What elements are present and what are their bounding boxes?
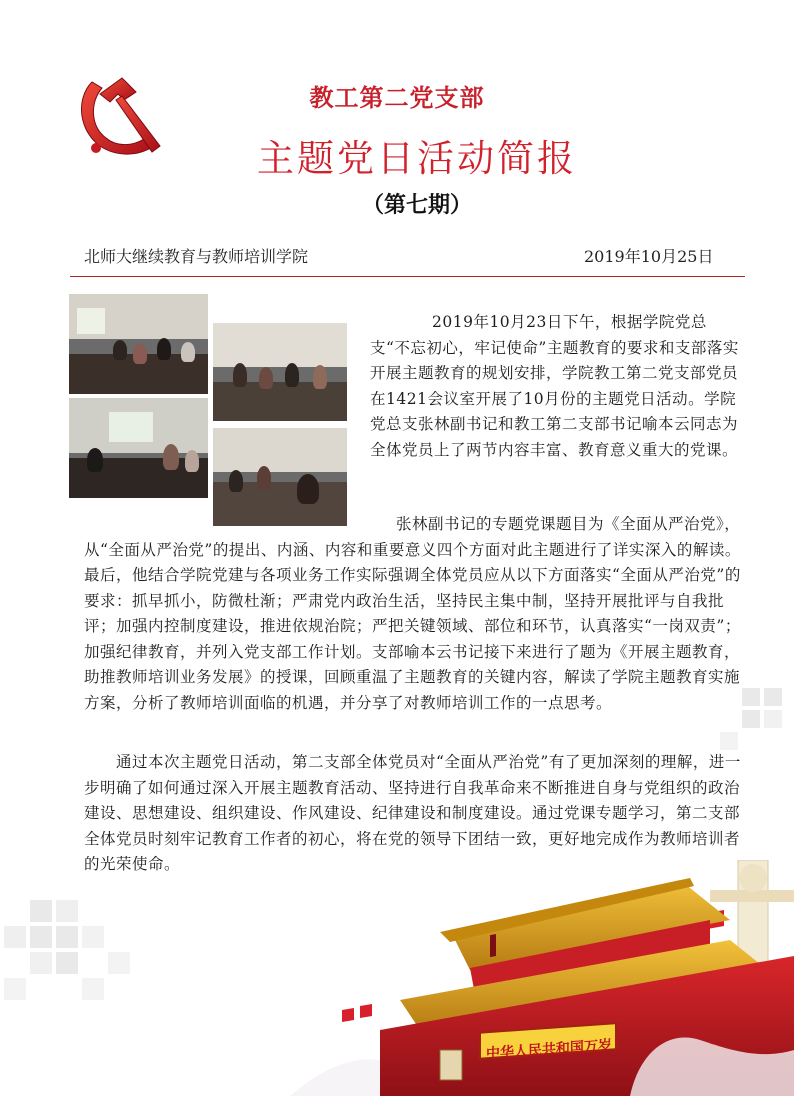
decor-square	[720, 732, 738, 750]
decor-square	[30, 900, 52, 922]
decor-square	[30, 926, 52, 948]
body-paragraph-2: 张林副书记的专题党课题目为《全面从严治党》，从“全面从严治党”的提出、内涵、内容和重要意义四个方面对此主题进行了详实深入的解读。最后，他结合学院党建与各项业务工作实际强调全体党员应从以下方面落实“全面从严治党”的要求：抓早抓小，防微杜渐；严肃党内政治生活，坚持民主集中制，坚持开展批评与自我批评；加强内控制度建设，推进依规治院；严把关键领域、部位和环节，认真落实“一岗双责”；加强纪律教育，并列入党支部工作计划。支部喻本云书记接下来进行了题为《开展主题教育，助推教师培训业务发展》的授课，回顾重温了主题教育的关键内容，解读了学院主题教育实施方案，分析了教师培训面临的机遇，并分享了对教师培训工作的一点思考。	[84, 515, 741, 712]
decor-square	[82, 926, 104, 948]
header-divider	[70, 276, 745, 277]
tiananmen-gate-illustration	[290, 860, 794, 1096]
decor-square	[764, 710, 782, 728]
branch-name: 教工第二党支部	[309, 83, 485, 112]
meeting-photo-2	[213, 323, 347, 421]
issue-number: （第七期）	[361, 192, 472, 218]
decor-square	[82, 978, 104, 1000]
decor-square	[4, 978, 26, 1000]
organization-name: 北师大继续教育与教师培训学院	[84, 247, 309, 266]
decor-square	[56, 926, 78, 948]
body-paragraph-1: 2019年10月23日下午，根据学院党总支“不忘初心，牢记使命”主题教育的要求和支部落实开展主题教育的规划安排，学院教工第二党支部党员在1421会议室开展了10月份的主题党日活动。学院党总支张林副书记和教工第二支部书记喻本云同志为全体党员上了两节内容丰富、教育意义重大的党课。	[370, 313, 739, 459]
gate-sign-text: 中华人民共和国万岁	[486, 1037, 612, 1063]
decor-square	[30, 952, 52, 974]
body-paragraph-3: 通过本次主题党日活动，第二支部全体党员对“全面从严治党”有了更加深刻的理解，进一步明确了如何通过深入开展主题教育活动、坚持进行自我革命来不断推进自身与党组织的政治建设、思想建设、组织建设、作风建设、纪律建设和制度建设。通过党课专题学习，第二支部全体党员时刻牢记教育工作者的初心，将在党的领导下团结一致，更好地完成作为教师培训者的光荣使命。	[84, 753, 741, 873]
decor-square	[4, 926, 26, 948]
meeting-photo-3	[69, 398, 208, 498]
decor-square	[108, 952, 130, 974]
page-title: 主题党日活动简报	[257, 137, 577, 180]
meeting-photo-1	[69, 294, 208, 394]
decor-square	[56, 952, 78, 974]
decor-square	[56, 900, 78, 922]
decor-square	[764, 688, 782, 706]
publish-date: 2019年10月25日	[584, 247, 714, 266]
